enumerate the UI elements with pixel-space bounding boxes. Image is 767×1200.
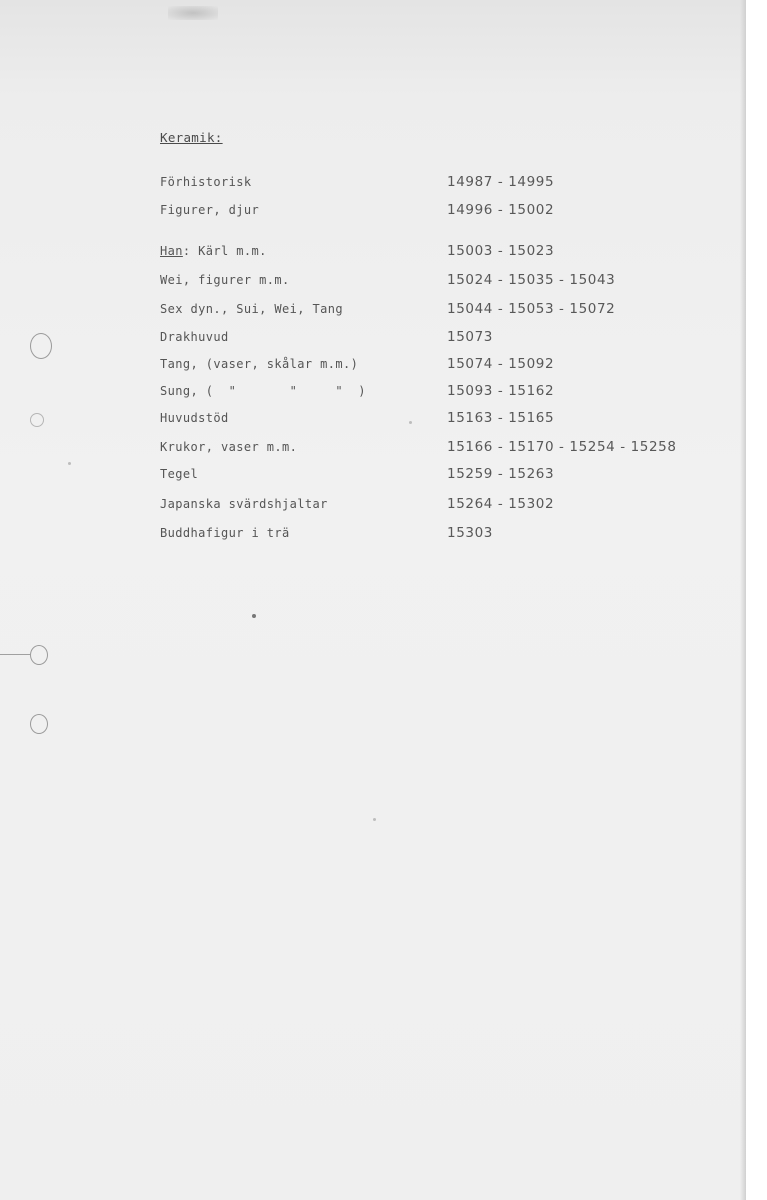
binder-hole bbox=[30, 714, 48, 734]
number-range: 15166 - 15170 - 15254 - 15258 bbox=[447, 439, 677, 455]
number-range: 15264 - 15302 bbox=[447, 496, 555, 512]
catalog-row bbox=[0, 357, 746, 379]
catalog-row bbox=[0, 175, 746, 197]
paper-speck bbox=[373, 818, 376, 821]
catalog-row bbox=[0, 273, 746, 295]
number-range: 15044 - 15053 - 15072 bbox=[447, 301, 616, 317]
number-range: 14987 - 14995 bbox=[447, 174, 555, 190]
label-prefix: Han bbox=[160, 244, 183, 258]
catalog-row bbox=[0, 330, 746, 352]
paper-smudge bbox=[168, 6, 218, 20]
binder-hole bbox=[30, 645, 48, 665]
number-range: 15163 - 15165 bbox=[447, 410, 555, 426]
category-label: Förhistorisk bbox=[160, 175, 252, 189]
category-label: Figurer, djur bbox=[160, 203, 260, 217]
number-range: 15024 - 15035 - 15043 bbox=[447, 272, 616, 288]
catalog-row bbox=[0, 467, 746, 489]
category-label: Huvudstöd bbox=[160, 411, 229, 425]
number-range: 15259 - 15263 bbox=[447, 466, 555, 482]
catalog-row bbox=[0, 302, 746, 324]
number-range: 15093 - 15162 bbox=[447, 383, 555, 399]
category-label: Sex dyn., Sui, Wei, Tang bbox=[160, 302, 343, 316]
category-label: Krukor, vaser m.m. bbox=[160, 440, 298, 454]
number-range: 15074 - 15092 bbox=[447, 356, 555, 372]
category-label: Wei, figurer m.m. bbox=[160, 273, 290, 287]
section-heading: Keramik: bbox=[160, 130, 223, 145]
number-range: 14996 - 15002 bbox=[447, 202, 555, 218]
number-range: 15303 bbox=[447, 525, 493, 541]
number-range: 15003 - 15023 bbox=[447, 243, 555, 259]
label-rest: : Kärl m.m. bbox=[182, 244, 267, 258]
number-range: 15073 bbox=[447, 329, 493, 345]
scan-margin bbox=[746, 0, 767, 1200]
catalog-row bbox=[0, 411, 746, 433]
catalog-row bbox=[0, 244, 746, 266]
category-label: Tegel bbox=[160, 467, 199, 481]
catalog-row bbox=[0, 497, 746, 519]
paper-speck bbox=[68, 462, 71, 465]
category-label: Japanska svärdshjaltar bbox=[160, 497, 328, 511]
margin-mark bbox=[0, 654, 30, 655]
catalog-row bbox=[0, 384, 746, 406]
category-label bbox=[160, 244, 267, 258]
category-label: Buddhafigur i trä bbox=[160, 526, 290, 540]
ink-dot bbox=[252, 614, 256, 618]
category-label: Sung, ( " " " ) bbox=[160, 384, 366, 398]
catalog-row bbox=[0, 526, 746, 548]
category-label: Tang, (vaser, skålar m.m.) bbox=[160, 357, 359, 371]
category-label: Drakhuvud bbox=[160, 330, 229, 344]
catalog-row bbox=[0, 203, 746, 225]
catalog-row bbox=[0, 440, 746, 462]
